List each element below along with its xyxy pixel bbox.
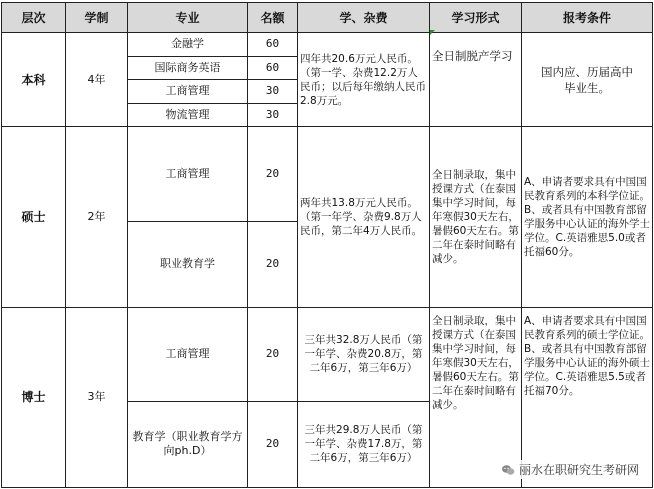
doctor-fees-0: 三年共32.8万人民币（第一年学、杂费20.8万，第二年6万，第三年6万）: [298, 307, 430, 401]
master-quota-1: 20: [248, 221, 298, 307]
doctor-level: 博士: [2, 307, 66, 487]
master-study-form: 全日制录取，集中授课方式（在泰国集中学习时间，每年寒假30天左右，暑假60天左右。第二年在泰时间略有减少。: [430, 127, 522, 307]
header-requirements: 报考条件: [522, 3, 653, 33]
doctor-duration: 3年: [66, 307, 128, 487]
table-row: [2, 127, 653, 221]
bachelor-major-0: 金融学: [128, 33, 248, 57]
bachelor-major-3: 物流管理: [128, 103, 248, 127]
bachelor-major-1: 国际商务英语: [128, 56, 248, 80]
master-major-1: 职业教育学: [128, 221, 248, 307]
program-table: [1, 2, 653, 488]
header-fees: 学、杂费: [298, 3, 430, 33]
doctor-study-form: 全日制录取，集中授课方式（在泰国集中学习时间，每年寒假30天左右，暑假60天左右。第二年在泰时间略有减少。: [430, 307, 522, 487]
header-major: 专业: [128, 3, 248, 33]
bachelor-requirements: 国内应、历届高中毕业生。: [522, 33, 653, 127]
doctor-quota-0: 20: [248, 307, 298, 401]
master-requirements: A、申请者要求具有中国国民教育系列的本科学位证。B、或者具有中国教育部留学服务中心认证的海外学士学位。C.英语雅思5.0或者托福60分。: [522, 127, 653, 307]
bachelor-study-form: 全日制脱产学习: [430, 33, 522, 127]
wechat-icon: [501, 463, 515, 477]
doctor-major-1: 教育学（职业教育学方向ph.D）: [128, 401, 248, 487]
bachelor-duration: 4年: [66, 33, 128, 127]
master-level: 硕士: [2, 127, 66, 307]
master-quota-0: 20: [248, 127, 298, 221]
header-duration: 学制: [66, 3, 128, 33]
green-corner-marker-icon: [430, 30, 435, 35]
doctor-fees-1: 三年共29.8万人民币（第一年学、杂费17.8万，第二年6万，第三年6万）: [298, 401, 430, 487]
bachelor-quota-3: 30: [248, 103, 298, 127]
header-level: 层次: [2, 3, 66, 33]
master-fees: 两年共13.8万元人民币。（第一年学、杂费9.8万人民币，第二年4万人民币。: [298, 127, 430, 307]
doctor-quota-1: 20: [248, 401, 298, 487]
bachelor-quota-0: 60: [248, 33, 298, 57]
table-row: [2, 307, 653, 401]
bachelor-fees: 四年共20.6万元人民币。（第一学、杂费12.2万人民币；以后每年缴纳人民币2.8万元。: [298, 33, 430, 127]
master-duration: 2年: [66, 127, 128, 307]
bachelor-level: 本科: [2, 33, 66, 127]
header-row: [2, 3, 653, 33]
doctor-requirements: A、申请者要求具有中国国民教育系列的硕士学位证。B、或者具有中国教育部留学服务中心认证的海外硕士学位。C.英语雅思5.5或者托福70分。: [522, 307, 653, 487]
table-row: [2, 33, 653, 57]
master-major-0: 工商管理: [128, 127, 248, 221]
bachelor-quota-1: 60: [248, 56, 298, 80]
watermark: [498, 460, 642, 479]
bachelor-major-2: 工商管理: [128, 80, 248, 104]
doctor-major-0: 工商管理: [128, 307, 248, 401]
header-study-form: 学习形式: [430, 3, 522, 33]
header-quota: 名额: [248, 3, 298, 33]
watermark-text: 丽水在职研究生考研网: [518, 463, 639, 477]
bachelor-quota-2: 30: [248, 80, 298, 104]
